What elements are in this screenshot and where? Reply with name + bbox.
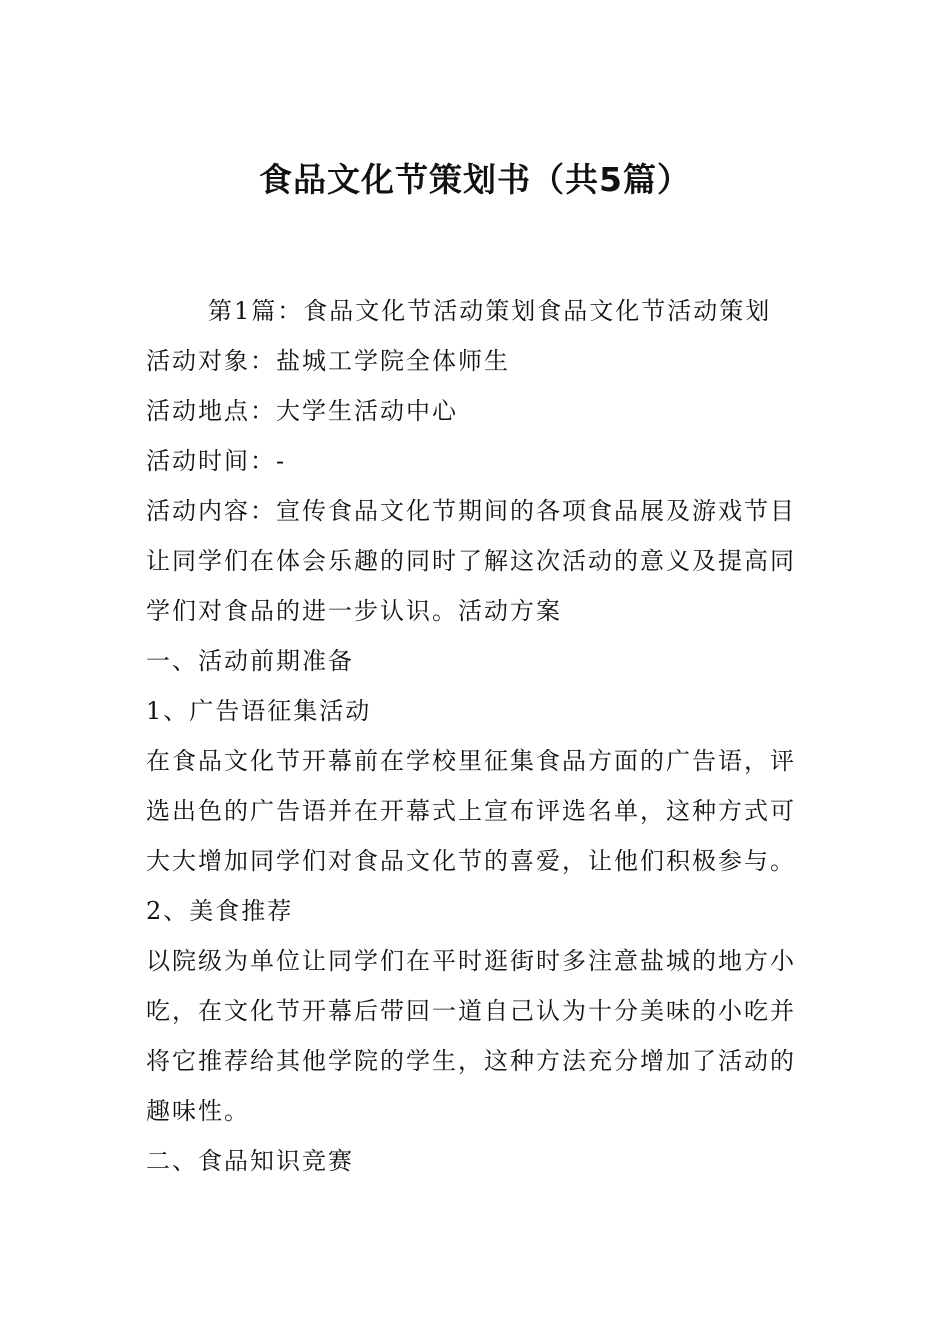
document-title: 食品文化节策划书（共5篇） bbox=[259, 160, 691, 199]
paragraph-chapter-heading: 第1篇：食品文化节活动策划食品文化节活动策划 bbox=[208, 297, 772, 325]
paragraph-activity-location: 活动地点：大学生活动中心 bbox=[146, 397, 458, 425]
paragraph-activity-target: 活动对象：盐城工学院全体师生 bbox=[146, 347, 510, 375]
paragraph-item-2-heading: 2、美食推荐 bbox=[146, 897, 294, 925]
document-body bbox=[146, 286, 810, 1186]
paragraph-section-two-heading: 二、食品知识竞赛 bbox=[146, 1147, 354, 1175]
paragraph-item-2-body: 以院级为单位让同学们在平时逛街时多注意盐城的地方小吃，在文化节开幕后带回一道自己认为十分美味的小吃并将它推荐给其他学院的学生，这种方法充分增加了活动的趣味性。 bbox=[146, 947, 796, 1125]
paragraph-section-one-heading: 一、活动前期准备 bbox=[146, 647, 354, 675]
paragraph-item-1-body: 在食品文化节开幕前在学校里征集食品方面的广告语，评选出色的广告语并在开幕式上宣布评选名单，这种方式可大大增加同学们对食品文化节的喜爱，让他们积极参与。 bbox=[146, 747, 796, 875]
paragraph-activity-content: 活动内容：宣传食品文化节期间的各项食品展及游戏节目让同学们在体会乐趣的同时了解这次活动的意义及提高同学们对食品的进一步认识。活动方案 bbox=[146, 497, 796, 625]
paragraph-activity-time: 活动时间：- bbox=[146, 447, 287, 475]
paragraph-item-1-heading: 1、广告语征集活动 bbox=[146, 697, 372, 725]
